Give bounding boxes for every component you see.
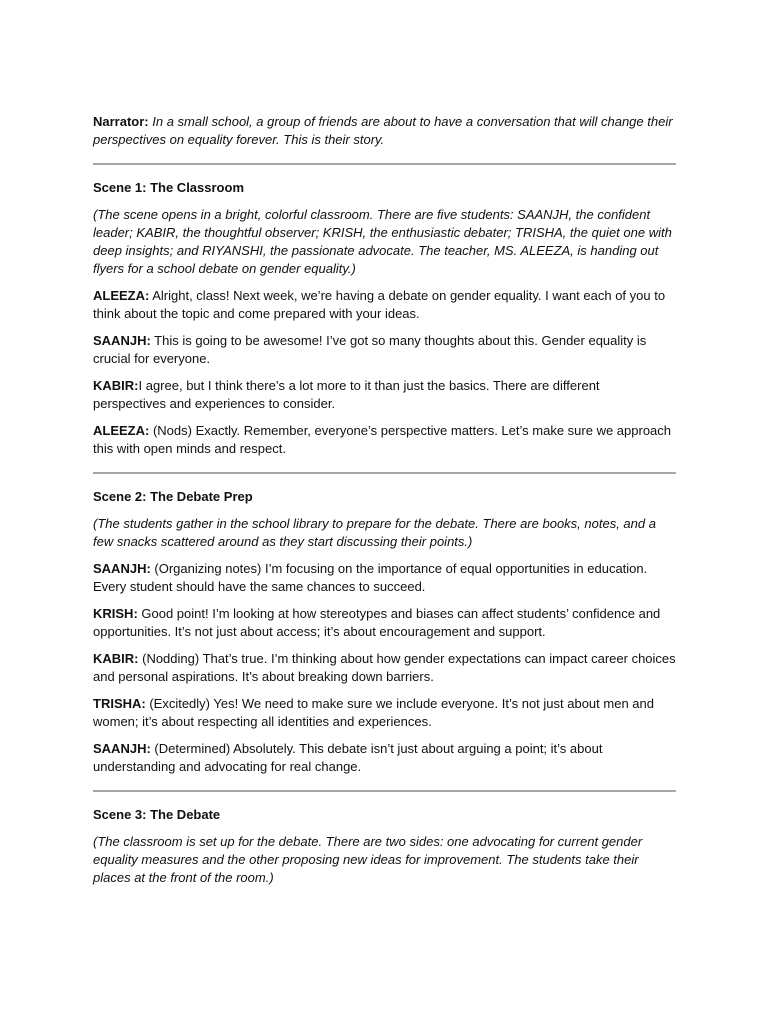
dialogue-text: Good point! I’m looking at how stereotypes and biases can affect students’ confidence and opportunities. It’s not just about access; it’s about encouragement and support. [93, 606, 661, 639]
narrator-text: In a small school, a group of friends are about to have a conversation that will change their perspectives on equality forever. This is their story. [93, 114, 673, 147]
dialogue-text: This is going to be awesome! I’ve got so many thoughts about this. Gender equality is crucial for everyone. [93, 333, 647, 366]
speaker-name: ALEEZA: [93, 423, 150, 438]
dialogue-text: (Nods) Exactly. Remember, everyone’s perspective matters. Let’s make sure we approach this with open minds and respect. [93, 423, 672, 456]
section-divider [93, 472, 676, 474]
dialogue-line [93, 650, 676, 686]
scene-2 [93, 488, 676, 776]
dialogue-text: (Organizing notes) I’m focusing on the importance of equal opportunities in education. Every student should have the same chances to succeed. [93, 561, 648, 594]
dialogue-text: (Excitedly) Yes! We need to make sure we include everyone. It’s not just about men and women; it’s about respecting all identities and experiences. [93, 696, 654, 729]
dialogue-line [93, 605, 676, 641]
dialogue-text: I agree, but I think there’s a lot more to it than just the basics. There are different perspectives and experiences to consider. [93, 378, 600, 411]
scene-title: Scene 3: The Debate [93, 807, 221, 822]
dialogue-line [93, 695, 676, 731]
stage-direction: (The students gather in the school library to prepare for the debate. There are books, notes, and a few snacks scattered around as they start discussing their points.) [93, 516, 656, 549]
scene-3 [93, 806, 676, 887]
speaker-name: KABIR: [93, 378, 139, 393]
speaker-name: TRISHA: [93, 696, 146, 711]
dialogue-text: (Nodding) That’s true. I’m thinking about how gender expectations can impact career choices and personal aspirations. It’s about breaking down barriers. [93, 651, 676, 684]
dialogue-line [93, 740, 676, 776]
speaker-name: SAANJH: [93, 741, 151, 756]
dialogue-text: Alright, class! Next week, we’re having a debate on gender equality. I want each of you to think about the topic and come prepared with your ideas. [93, 288, 666, 321]
dialogue-line [93, 377, 676, 413]
narrator-paragraph [93, 113, 676, 149]
speaker-name: KRISH: [93, 606, 138, 621]
dialogue-line [93, 287, 676, 323]
scene-title: Scene 2: The Debate Prep [93, 489, 253, 504]
section-divider [93, 163, 676, 165]
speaker-name: SAANJH: [93, 561, 151, 576]
dialogue-line [93, 422, 676, 458]
speaker-name: SAANJH: [93, 333, 151, 348]
dialogue-text: (Determined) Absolutely. This debate isn’t just about arguing a point; it’s about understanding and advocating for real change. [93, 741, 603, 774]
dialogue-line [93, 332, 676, 368]
scene-title: Scene 1: The Classroom [93, 180, 244, 195]
speaker-name: ALEEZA: [93, 288, 150, 303]
scene-1 [93, 179, 676, 458]
section-divider [93, 790, 676, 792]
narrator-label: Narrator: [93, 114, 149, 129]
dialogue-line [93, 560, 676, 596]
stage-direction: (The classroom is set up for the debate. There are two sides: one advocating for current gender equality measures and the other proposing new ideas for improvement. The students take their places at the front of the room.) [93, 834, 643, 885]
script-page [93, 113, 676, 896]
stage-direction: (The scene opens in a bright, colorful classroom. There are five students: SAANJH, the confident leader; KABIR, the thoughtful observer; KRISH, the enthusiastic debater; TRISHA, the quiet one with deep insights; and RIYANSHI, the passionate advocate. The teacher, MS. ALEEZA, is handing out flyers for a school debate on gender equality.) [93, 207, 672, 276]
speaker-name: KABIR: [93, 651, 139, 666]
